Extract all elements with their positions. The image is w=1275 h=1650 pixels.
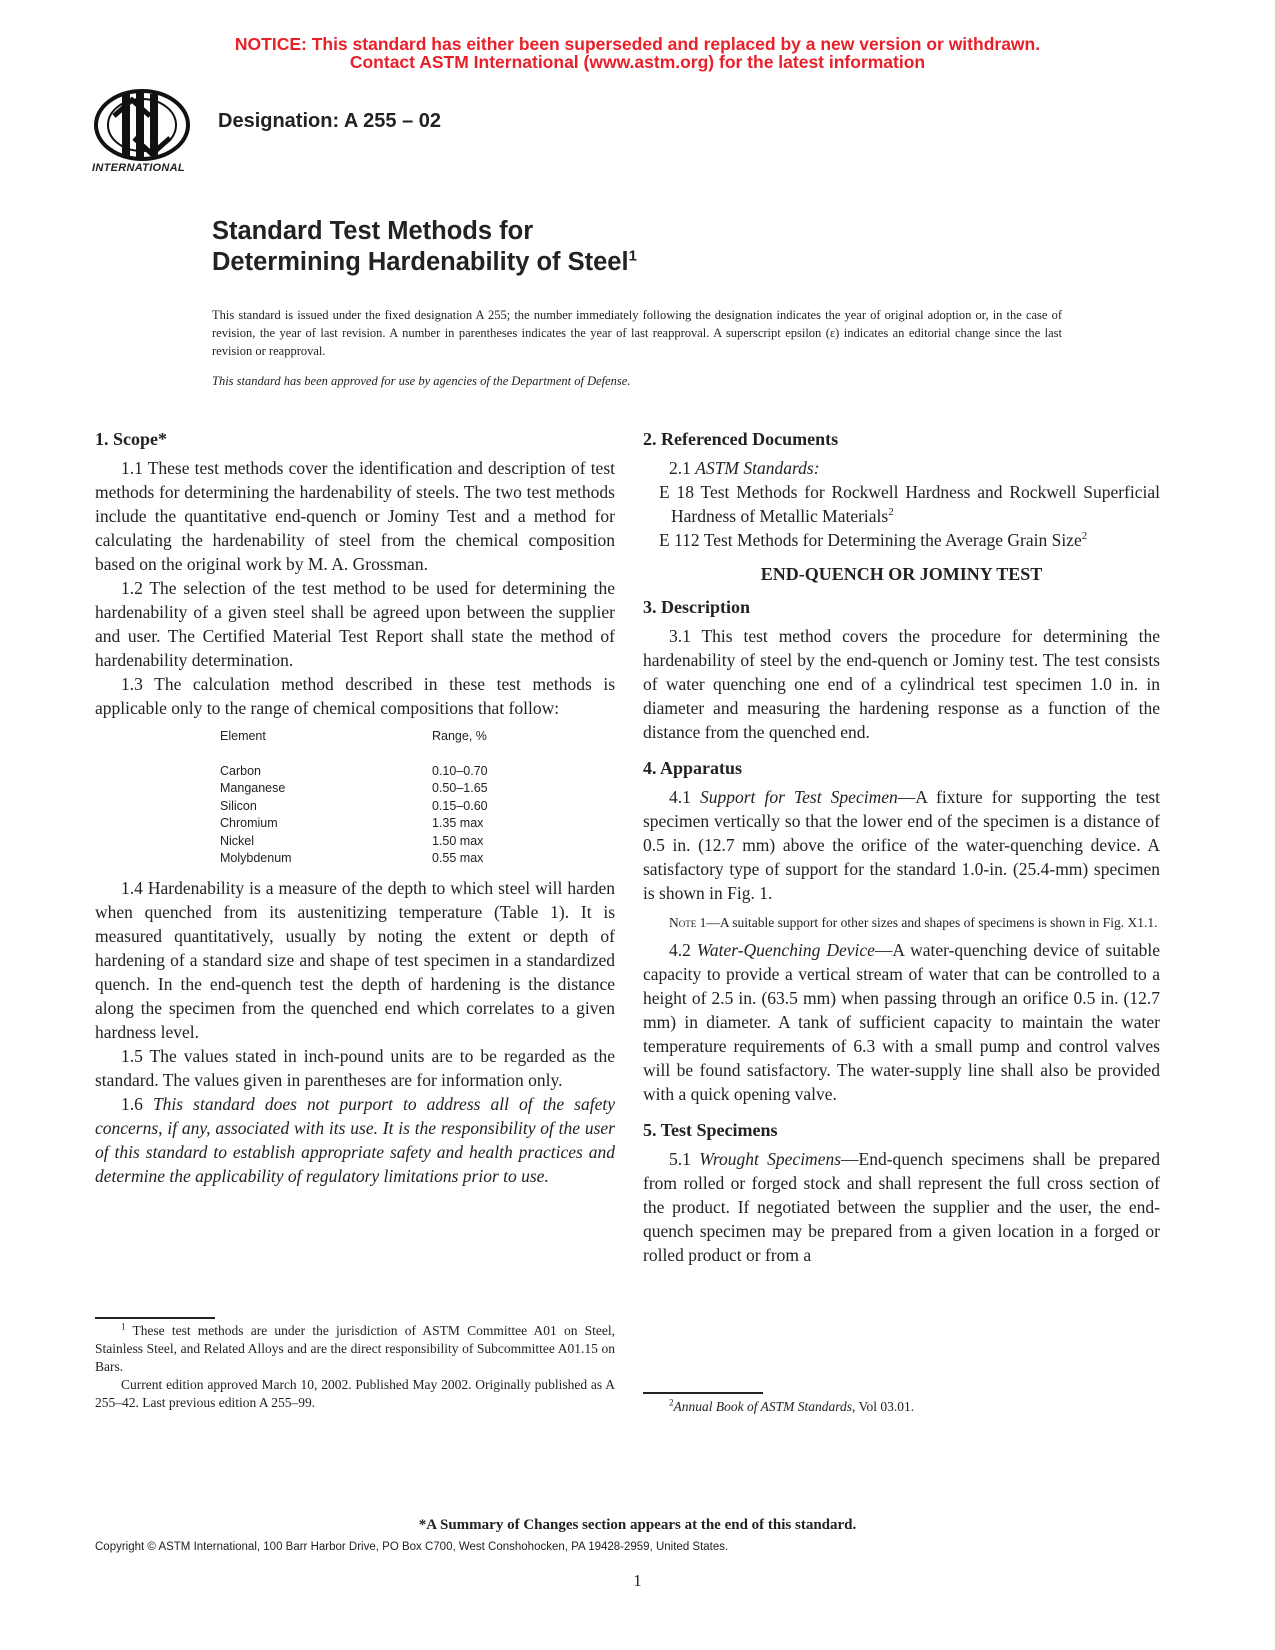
table-row: [220, 763, 488, 781]
table-row: [220, 850, 488, 868]
para-5-1-text: —End-quench specimens shall be prepared from rolled or forged stock and shall represent the full cross section of the product. If negotiated between the supplier and the user, the end-quench specimen may be prepared from a given location in a forged or rolled product or from a: [643, 1149, 1161, 1265]
footnote-2-text: , Vol 03.01.: [852, 1399, 915, 1414]
logo-text: INTERNATIONAL: [92, 162, 185, 174]
table-row: [220, 798, 488, 816]
notice-line-2: Contact ASTM International (www.astm.org) for the latest information: [349, 52, 926, 72]
composition-table: [220, 728, 488, 868]
para-1-2: 1.2 The selection of the test method to be used for determining the hardenability of a given steel shall be agreed upon between the supplier and user. The Certified Material Test Report shall state the method of hardenability determination.: [95, 578, 615, 670]
para-4-1-number: 4.1: [669, 787, 700, 807]
para-4-1: [643, 785, 1160, 905]
para-1-6: [95, 1092, 615, 1188]
astm-logo: [92, 86, 192, 178]
left-column: [95, 427, 615, 1188]
jominy-heading: END-QUENCH OR JOMINY TEST: [760, 564, 1043, 584]
right-column: [643, 427, 1160, 1267]
page-number: 1: [633, 1571, 642, 1590]
element-cell: Manganese: [220, 781, 286, 795]
title-line-1: Standard Test Methods for: [212, 217, 534, 245]
footnote-1-edition: Current edition approved March 10, 2002. Published May 2002. Originally published as A 255–42. Last previous edition A 255–99.: [95, 1377, 615, 1410]
footnote-rule-left: [95, 1317, 215, 1319]
composition-header-range: Range, %: [432, 729, 487, 743]
footnote-2-marker: 2: [669, 1397, 674, 1408]
para-1-1: 1.1 These test methods cover the identification and description of test methods for determining the hardenability of steels. The two test methods include the quantitative end-quench or Jominy Test and a method for calculating the hardenability of steel from the chemical composition based on the original work by M. A. Grossman.: [95, 458, 615, 574]
para-5-1: [643, 1147, 1160, 1267]
table-row: [220, 833, 488, 851]
note-label: Note: [669, 915, 697, 930]
composition-header-element: Element: [220, 729, 266, 743]
range-cell: 0.10–0.70: [432, 763, 488, 778]
para-1-4: 1.4 Hardenability is a measure of the depth to which steel will harden when quenched from its austenitizing temperature (Table 1). It is measured quantitatively, usually by noting the extent or depth of hardening of a standard size and shape of test specimen in a standardized quench. In the end-quench test the depth of hardening is the distance along the specimen from the quenched end which correlates to a given hardness level.: [95, 877, 615, 1042]
title-footnote-marker: 1: [628, 247, 637, 265]
footnote-1-marker: 1: [121, 1321, 126, 1332]
title-line-2: Determining Hardenability of Steel: [212, 248, 629, 276]
para-4-1-text: —A fixture for supporting the test specimen vertically so that the lower end of the specimen is a distance of 0.5 in. (12.7 mm) above the orifice of the water-quenching device. A satisfactory type of support for the standard 1.0-in. (25.4-mm) specimen is shown in Fig. 1.: [643, 787, 1161, 903]
footnote-1-text: These test methods are under the jurisdiction of ASTM Committee A01 on Steel, Stainless Steel, and Related Alloys and are the direct responsibility of Subcommittee A01.15 on Bars.: [95, 1323, 615, 1374]
para-4-2: [643, 938, 1160, 1106]
range-cell: 1.50 max: [432, 833, 484, 848]
footnote-1: [95, 1322, 615, 1412]
note-1: [643, 912, 1160, 933]
footnote-2-title: Annual Book of ASTM Standards: [673, 1399, 852, 1414]
designation: Designation: A 255 – 02: [218, 110, 442, 132]
para-4-2-text: —A water-quenching device of suitable capacity to provide a vertical stream of water that can be controlled to a height of 2.5 in. (63.5 mm) when passing through an orifice 0.5 in. (12.7 mm) in diameter. A tank of sufficient capacity to maintain the water temperature requirements of 6.3 with a small pump and control valves will be found satisfactory. The water-supply line shall also be provided with a quick opening valve.: [643, 940, 1160, 1104]
range-cell: 1.35 max: [432, 816, 484, 830]
ref-e112: [643, 528, 1160, 552]
ref-e18-marker: 2: [888, 506, 894, 519]
footnote-2: [643, 1398, 1160, 1416]
dod-statement: This standard has been approved for use by agencies of the Department of Defense.: [212, 374, 631, 388]
issued-statement: This standard is issued under the fixed designation A 255; the number immediately following the designation indicates the year of original adoption or, in the case of revision, the year of last revision. A number in parentheses indicates the year of last reapproval. A superscript epsilon (ε) indicates an editorial change since the last revision or reapproval.: [212, 308, 1062, 358]
ref-e18: [643, 480, 1160, 528]
para-1-6-text: This standard does not purport to address all of the safety concerns, if any, associated with its use. It is the responsibility of the user of this standard to establish appropriate safety and health practices and determine the applicability of regulatory limitations prior to use.: [95, 1093, 616, 1186]
ref-e112-text: E 112 Test Methods for Determining the Average Grain Size: [659, 530, 1082, 550]
element-cell: Nickel: [220, 833, 255, 848]
para-2-1: [643, 456, 1160, 480]
description-heading: 3. Description: [643, 597, 750, 617]
element-cell: Molybdenum: [220, 851, 292, 865]
element-cell: Carbon: [220, 763, 261, 778]
para-4-2-title: Water-Quenching Device: [696, 940, 875, 960]
copyright: Copyright © ASTM International, 100 Barr Harbor Drive, PO Box C700, West Conshohocken, PA 19428-2959, United States.: [95, 1541, 729, 1553]
notice-line-1: NOTICE: This standard has either been superseded and replaced by a new version or withdrawn.: [234, 34, 1041, 54]
para-2-1-number: 2.1: [669, 458, 696, 478]
range-cell: 0.55 max: [432, 851, 484, 865]
note-text: 1—A suitable support for other sizes and shapes of specimens is shown in Fig. X1.1.: [696, 915, 1158, 930]
table-row: [220, 815, 488, 833]
astm-logo-mark-icon: [92, 86, 192, 164]
range-cell: 0.50–1.65: [432, 781, 488, 795]
ref-e112-marker: 2: [1081, 530, 1088, 543]
ref-e18-text: E 18 Test Methods for Rockwell Hardness and Rockwell Superficial Hardness of Metallic Materials: [659, 482, 1160, 526]
apparatus-heading: 4. Apparatus: [643, 758, 743, 778]
para-2-1-text: ASTM Standards:: [695, 458, 820, 478]
para-5-1-title: Wrought Specimens: [699, 1149, 842, 1169]
summary-of-changes-note: *A Summary of Changes section appears at the end of this standard.: [418, 1517, 857, 1533]
para-1-3: 1.3 The calculation method described in these test methods is applicable only to the range of chemical compositions that follow:: [95, 674, 615, 718]
referenced-docs-heading: 2. Referenced Documents: [643, 429, 839, 449]
table-row: [220, 780, 488, 798]
para-4-2-number: 4.2: [669, 940, 697, 960]
element-cell: Silicon: [220, 798, 257, 813]
page-title: [212, 216, 637, 278]
para-1-5: 1.5 The values stated in inch-pound units are to be regarded as the standard. The values given in parentheses are for information only.: [95, 1045, 615, 1090]
para-1-6-number: 1.6: [121, 1093, 153, 1114]
para-4-1-title: Support for Test Specimen: [699, 787, 898, 807]
range-cell: 0.15–0.60: [432, 798, 488, 813]
scope-heading: 1. Scope*: [95, 429, 167, 449]
para-3-1: 3.1 This test method covers the procedure for determining the hardenability of steel by the end-quench or Jominy test. The test consists of water quenching one end of a cylindrical test specimen 1.0 in. in diameter and measuring the hardening response as a function of the distance from the quenched end.: [643, 626, 1160, 742]
element-cell: Chromium: [220, 816, 278, 830]
test-specimens-heading: 5. Test Specimens: [643, 1120, 778, 1140]
footnote-rule-right: [643, 1392, 763, 1394]
para-5-1-number: 5.1: [669, 1149, 700, 1169]
